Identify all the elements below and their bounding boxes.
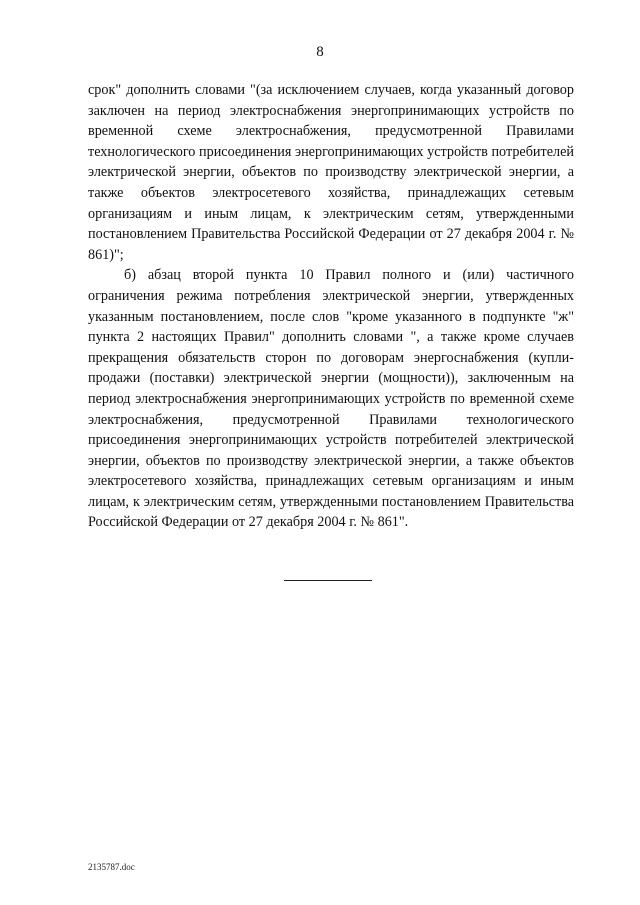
paragraph-continuation: срок" дополнить словами "(за исключением случаев, когда указанный договор заключен на период электроснабжения энергопринимающих устройств по временной схеме электроснабжения, предусмотренной Правилами технологического присоединения энергопринимающих устройств потребителей электрической энергии, объектов по производству электрической энергии, а также объектов электросетевого хозяйства, принадлежащих сетевым организациям и иным лицам, к электрическим сетям, утвержденными постановлением Правительства Российской Федерации от 27 декабря 2004 г. № 861)"; — [88, 82, 574, 263]
document-body — [88, 80, 574, 533]
footer-file-reference: 2135787.doc — [88, 862, 135, 872]
paragraph-item-b: б) абзац второй пункта 10 Правил полного и (или) частичного ограничения режима потребления электрической энергии, утвержденных указанным постановлением, после слов "кроме указанного в подпункте "ж" пункта 2 настоящих Правил" дополнить словами ", а также кроме случаев прекращения обязательств сторон по договорам энергоснабжения (купли-продажи (поставки) электрической энергии (мощности)), заключенным на период электроснабжения энергопринимающих устройств по временной схеме электроснабжения, предусмотренной Правилами технологического присоединения энергопринимающих устройств потребителей электрической энергии, объектов по производству электрической энергии, а также объектов электросетевого хозяйства, принадлежащих сетевым организациям и иным лицам, к электрическим сетям, утвержденными постановлением Правительства Российской Федерации от 27 декабря 2004 г. № 861". — [88, 267, 574, 531]
page-number: 8 — [316, 44, 324, 60]
end-separator-line — [284, 580, 372, 581]
